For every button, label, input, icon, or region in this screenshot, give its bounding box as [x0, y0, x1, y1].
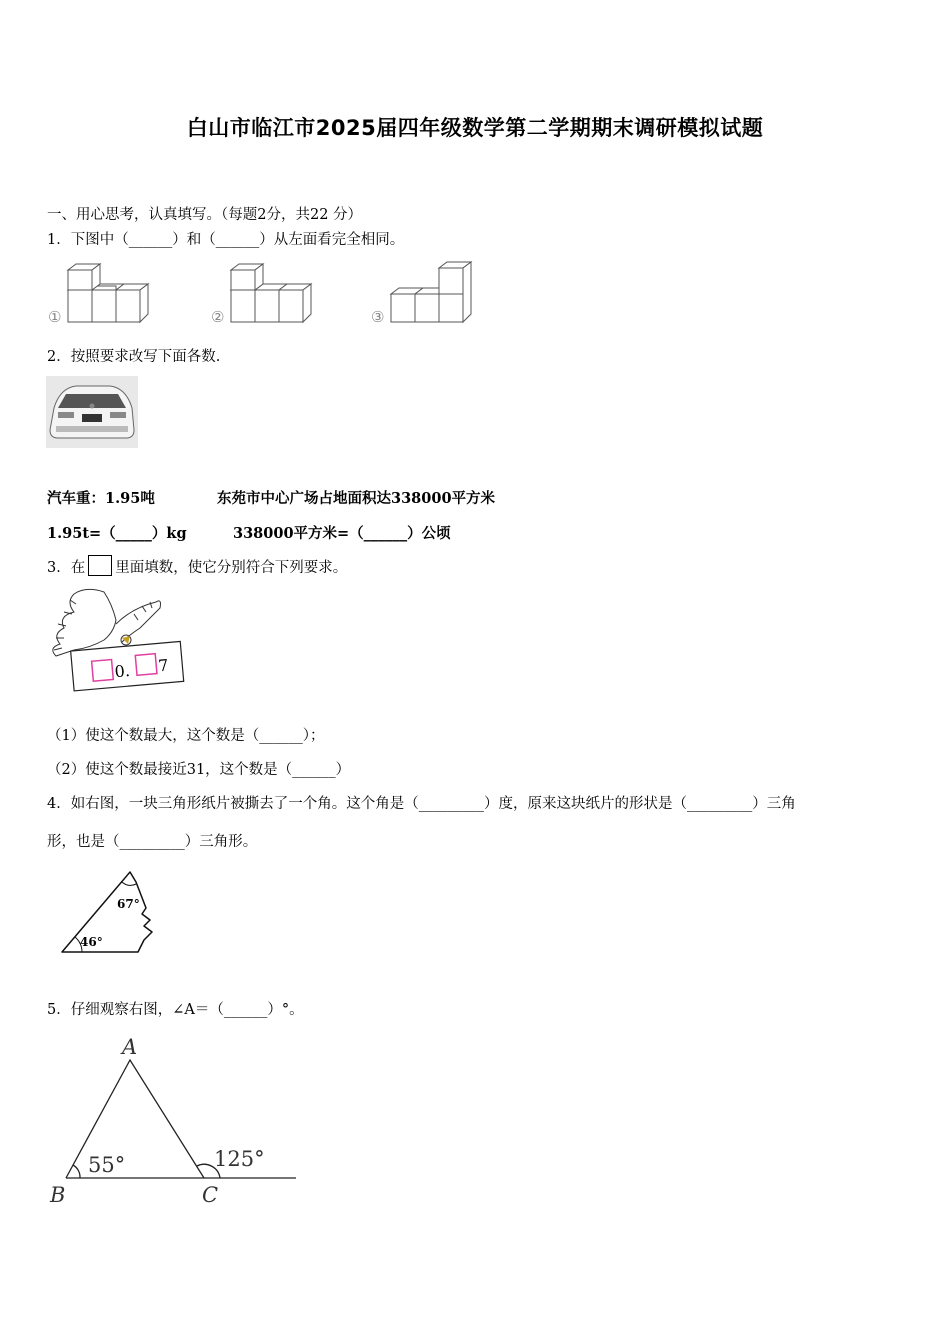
question-3-suffix: 里面填数，使它分别符合下列要求。	[115, 560, 348, 576]
vertex-b-label: B	[50, 1183, 66, 1207]
figure-label-2: ②	[211, 308, 225, 326]
angle-67-label: 67°	[117, 897, 140, 911]
conversion-kg: 1.95t=（_____）kg	[47, 525, 187, 542]
sign-text-mid: 0.	[113, 660, 131, 682]
triangle-abc	[46, 1030, 306, 1210]
exterior-angle-label: 125°	[214, 1147, 265, 1171]
question-3-part-2: （2）使这个数最接近31，这个数是（______）	[47, 762, 351, 778]
angle-46-label: 46°	[80, 935, 103, 949]
cube-figure-3	[391, 262, 471, 322]
question-5-text: 5．仔细观察右图，∠A＝（______）°。	[47, 1002, 304, 1018]
question-4-line-1: 4．如右图，一块三角形纸片被撕去了一个角。这个角是（_________）度，原来这块纸片的形状是（_________）三角	[47, 796, 796, 812]
figure-label-1: ①	[48, 308, 62, 326]
question-3-prefix: 3．在	[47, 560, 86, 576]
question-3-text	[47, 555, 347, 577]
conversion-hectare: 338000平方米=（______）公顷	[233, 525, 451, 542]
question-1-text: 1．下图中（______）和（______）从左面看完全相同。	[47, 232, 405, 248]
figure-label-3: ③	[371, 308, 385, 326]
vertex-a-label: A	[122, 1035, 138, 1059]
torn-triangle	[58, 868, 168, 956]
vertex-c-label: C	[202, 1183, 219, 1207]
blank-box-icon	[88, 555, 112, 576]
angle-b-label: 55°	[88, 1153, 126, 1177]
section-heading: 一、用心思考，认真填写。（每题2分，共22 分）	[47, 207, 363, 223]
cube-figures	[44, 260, 484, 330]
cube-figure-1	[68, 264, 148, 322]
question-3-part-1: （1）使这个数最大，这个数是（______）；	[47, 728, 325, 744]
square-area: 东苑市中心广场占地面积达338000平方米	[217, 490, 496, 507]
page-title: 白山市临江市2025届四年级数学第二学期期末调研模拟试题	[186, 116, 764, 140]
cube-figure-2	[231, 264, 311, 322]
car-weight: 汽车重：1.95吨	[47, 490, 155, 507]
car-photo	[46, 376, 138, 448]
question-2-text: 2．按照要求改写下面各数.	[47, 349, 221, 365]
question-4-line-2: 形，也是（_________）三角形。	[47, 834, 258, 850]
bird-with-sign	[44, 584, 194, 704]
sign-text-end: 7	[157, 655, 170, 676]
